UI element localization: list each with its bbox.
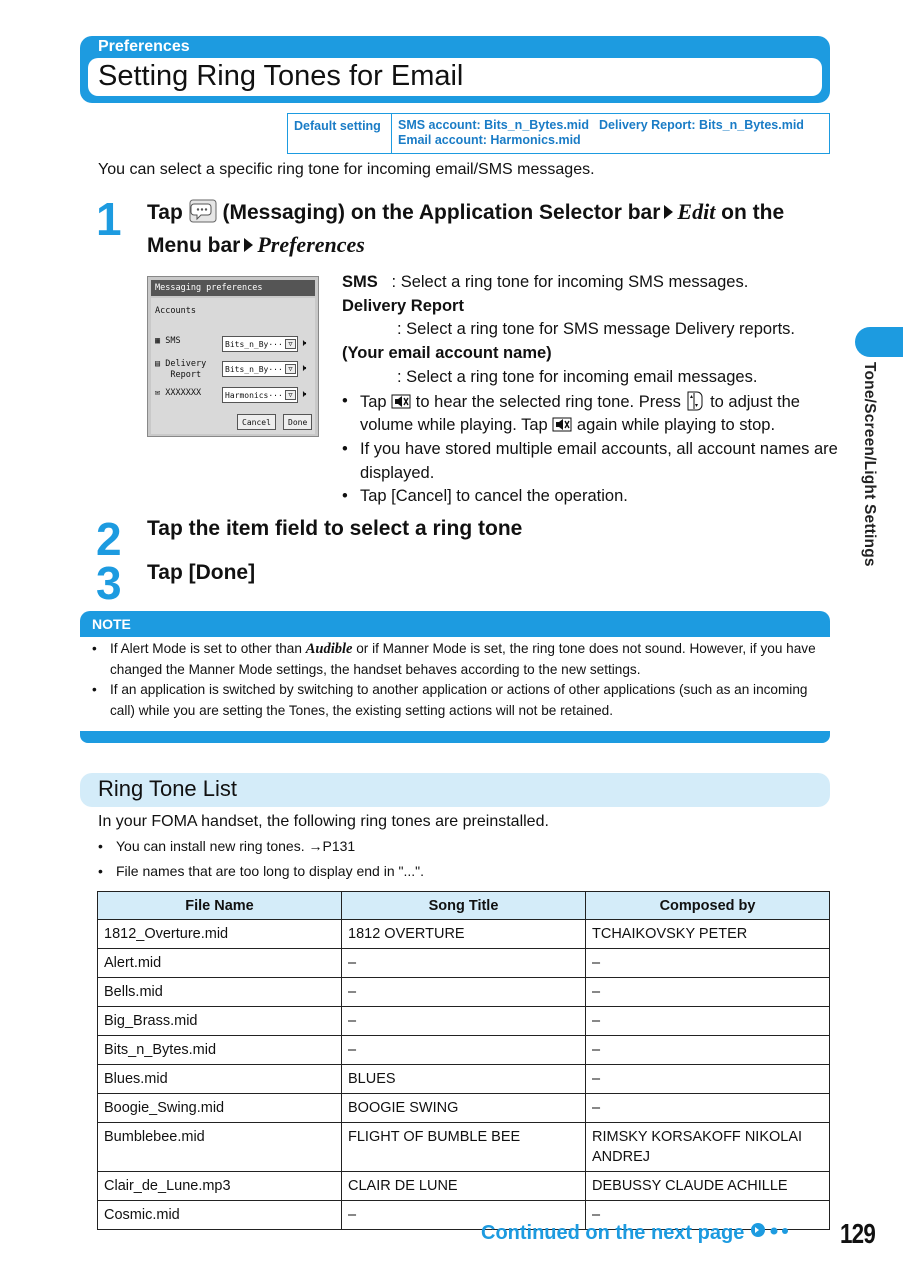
title-box	[88, 58, 822, 96]
table-cell: BOOGIE SWING	[342, 1094, 586, 1123]
table-cell: Bumblebee.mid	[98, 1123, 342, 1172]
speaker-icon[interactable]: 🕨	[300, 363, 307, 374]
note-label: NOTE	[92, 616, 131, 632]
phone-sms-row	[155, 336, 181, 346]
delivery-desc: : Select a ring tone for SMS message Delivery reports.	[397, 320, 795, 339]
table-cell: –	[342, 949, 586, 978]
default-sms: SMS account: Bits_n_Bytes.mid	[398, 118, 590, 132]
step-1-text	[147, 196, 837, 262]
bullet-text: again while playing to stop.	[576, 416, 776, 435]
table-row	[98, 1123, 830, 1172]
phone-delivery-field[interactable]	[222, 361, 298, 377]
phone-delivery-value: Bits_n_By···	[225, 365, 283, 374]
phone-delivery-label2: Report	[170, 370, 202, 380]
column-header: Song Title	[342, 892, 586, 920]
note-text: or if Manner Mode is set, the ring tone does not sound. However, if you have changed the Manner Mode settings, the handset behaves according to the new settings.	[110, 641, 816, 677]
table-row	[98, 1036, 830, 1065]
table-row	[98, 1172, 830, 1201]
phone-delivery-row	[155, 359, 206, 381]
phone-sms-value: Bits_n_By···	[225, 340, 283, 349]
table-cell: Clair_de_Lune.mp3	[98, 1172, 342, 1201]
ring-tone-list-title: Ring Tone List	[98, 776, 238, 801]
note-header	[80, 611, 830, 637]
intro-text: You can select a specific ring tone for incoming email/SMS messages.	[98, 161, 595, 178]
list-item: • If an application is switched by switching to another application or actions of other applications (such as an incoming call) while you are setting the Tones, the existing setting actions will not be retained.	[92, 680, 822, 721]
email-term: (Your email account name)	[342, 344, 552, 363]
phone-delivery-label1: Delivery	[165, 359, 207, 369]
volume-key-icon	[685, 390, 705, 412]
phone-cancel-button[interactable]: Cancel	[237, 414, 276, 430]
phone-screenshot	[147, 276, 319, 437]
column-header: Composed by	[586, 892, 830, 920]
table-cell: –	[586, 978, 830, 1007]
table-row	[98, 920, 830, 949]
category-label: Preferences	[98, 38, 190, 55]
column-header: File Name	[98, 892, 342, 920]
step-number-2: 2	[96, 513, 120, 565]
chevron-down-icon[interactable]: ▽	[285, 339, 296, 349]
chevron-down-icon[interactable]: ▽	[285, 364, 296, 374]
table-row	[98, 1007, 830, 1036]
arrow-icon	[664, 205, 673, 219]
note-audible: Audible	[305, 641, 353, 657]
speaker-icon	[391, 394, 411, 409]
table-cell: –	[342, 1201, 586, 1230]
bullet-text: Tap	[360, 392, 387, 411]
section-header	[80, 36, 830, 103]
table-cell: Alert.mid	[98, 949, 342, 978]
default-setting-values	[392, 114, 829, 153]
list-item: • File names that are too long to display end in "...".	[98, 859, 424, 884]
table-cell: –	[342, 978, 586, 1007]
step1-menu-bar: Menu bar	[147, 234, 241, 257]
step1-edit: Edit	[677, 199, 716, 224]
phone-email-label: XXXXXXX	[165, 388, 202, 398]
table-cell: Bits_n_Bytes.mid	[98, 1036, 342, 1065]
step1-bullets	[342, 390, 842, 510]
step-2-text: Tap the item field to select a ring tone	[147, 517, 523, 540]
table-cell: Bells.mid	[98, 978, 342, 1007]
bullet-text: to hear the selected ring tone. Press	[415, 392, 681, 411]
note-footer-bar	[80, 731, 830, 743]
phone-email-row	[155, 388, 201, 398]
table-cell: DEBUSSY CLAUDE ACHILLE	[586, 1172, 830, 1201]
mail-icon: ✉	[155, 388, 161, 398]
phone-email-value: Harmonics···	[225, 391, 283, 400]
table-cell: –	[342, 1007, 586, 1036]
step1-preferences: Preferences	[257, 232, 365, 257]
step1-description	[342, 271, 842, 509]
table-cell: –	[586, 1094, 830, 1123]
phone-done-button[interactable]: Done	[283, 414, 312, 430]
chevron-down-icon[interactable]: ▽	[285, 390, 296, 400]
speaker-icon[interactable]: 🕨	[300, 338, 307, 349]
table-cell: 1812 OVERTURE	[342, 920, 586, 949]
step1-messaging: (Messaging) on the Application Selector bar	[222, 201, 661, 224]
table-cell: –	[586, 1007, 830, 1036]
table-row	[98, 1065, 830, 1094]
messaging-icon	[189, 199, 217, 223]
list-item: • You can install new ring tones. →P131	[98, 834, 424, 859]
page-number: 129	[840, 1218, 875, 1249]
side-tab	[855, 327, 903, 357]
ring-tone-table	[97, 891, 830, 1230]
sms-term: SMS	[342, 273, 378, 291]
table-cell: –	[342, 1036, 586, 1065]
phone-sms-field[interactable]	[222, 336, 298, 352]
ring-tone-intro: In your FOMA handset, the following ring tones are preinstalled.	[98, 813, 549, 830]
table-cell: –	[586, 1065, 830, 1094]
step-number-1: 1	[96, 193, 120, 245]
note-body	[92, 639, 822, 721]
table-cell: –	[586, 1036, 830, 1065]
continued-link[interactable]	[481, 1222, 794, 1245]
list-item	[92, 639, 822, 680]
delivery-icon: ▤	[155, 359, 161, 369]
list-item	[342, 390, 842, 438]
table-row	[98, 978, 830, 1007]
arrow-icon	[244, 238, 253, 252]
note-text: If Alert Mode is set to other than	[110, 641, 302, 656]
table-cell: CLAIR DE LUNE	[342, 1172, 586, 1201]
speaker-icon	[552, 417, 572, 432]
sms-desc: : Select a ring tone for incoming SMS messages.	[391, 273, 749, 291]
list-item: • If you have stored multiple email accounts, all account names are displayed.	[342, 438, 842, 485]
speaker-icon[interactable]: 🕨	[300, 389, 307, 400]
table-cell: FLIGHT OF BUMBLE BEE	[342, 1123, 586, 1172]
list-item: • Tap [Cancel] to cancel the operation.	[342, 485, 842, 509]
delivery-term: Delivery Report	[342, 296, 464, 315]
table-cell: RIMSKY KORSAKOFF NIKOLAI ANDREJ	[586, 1123, 830, 1172]
continued-text: Continued on the next page	[481, 1222, 745, 1244]
page-title: Setting Ring Tones for Email	[98, 60, 464, 92]
phone-accounts-label: Accounts	[155, 306, 196, 316]
phone-sms-label: SMS	[165, 336, 181, 346]
default-email: Email account: Harmonics.mid	[398, 133, 581, 147]
table-row	[98, 1094, 830, 1123]
table-cell: –	[586, 949, 830, 978]
sms-icon: ▦	[155, 336, 161, 346]
table-cell: 1812_Overture.mid	[98, 920, 342, 949]
step1-on-the: on the	[721, 201, 785, 224]
side-chapter-label: Tone/Screen/Light Settings	[861, 362, 878, 567]
table-cell: TCHAIKOVSKY PETER	[586, 920, 830, 949]
table-header-row	[98, 892, 830, 920]
ring-tone-list-header	[80, 773, 830, 807]
step-number-3: 3	[96, 557, 120, 609]
default-setting-box	[287, 113, 830, 154]
continue-dots-icon	[750, 1222, 794, 1238]
table-cell: –	[586, 1201, 830, 1230]
table-row	[98, 949, 830, 978]
table-cell: Big_Brass.mid	[98, 1007, 342, 1036]
table-cell: Cosmic.mid	[98, 1201, 342, 1230]
phone-body	[151, 298, 315, 434]
phone-email-field[interactable]	[222, 387, 298, 403]
bullet-text: to adjust the volume while playing. Tap	[360, 392, 800, 435]
ring-tone-bullets	[98, 834, 424, 883]
phone-title: Messaging preferences	[151, 280, 315, 296]
table-cell: BLUES	[342, 1065, 586, 1094]
step-3-text: Tap [Done]	[147, 561, 256, 584]
email-desc: : Select a ring tone for incoming email messages.	[397, 367, 758, 386]
default-delivery: Delivery Report: Bits_n_Bytes.mid	[599, 118, 804, 132]
default-setting-label: Default setting	[288, 114, 392, 153]
step1-tap: Tap	[147, 201, 183, 224]
table-cell: Blues.mid	[98, 1065, 342, 1094]
table-cell: Boogie_Swing.mid	[98, 1094, 342, 1123]
